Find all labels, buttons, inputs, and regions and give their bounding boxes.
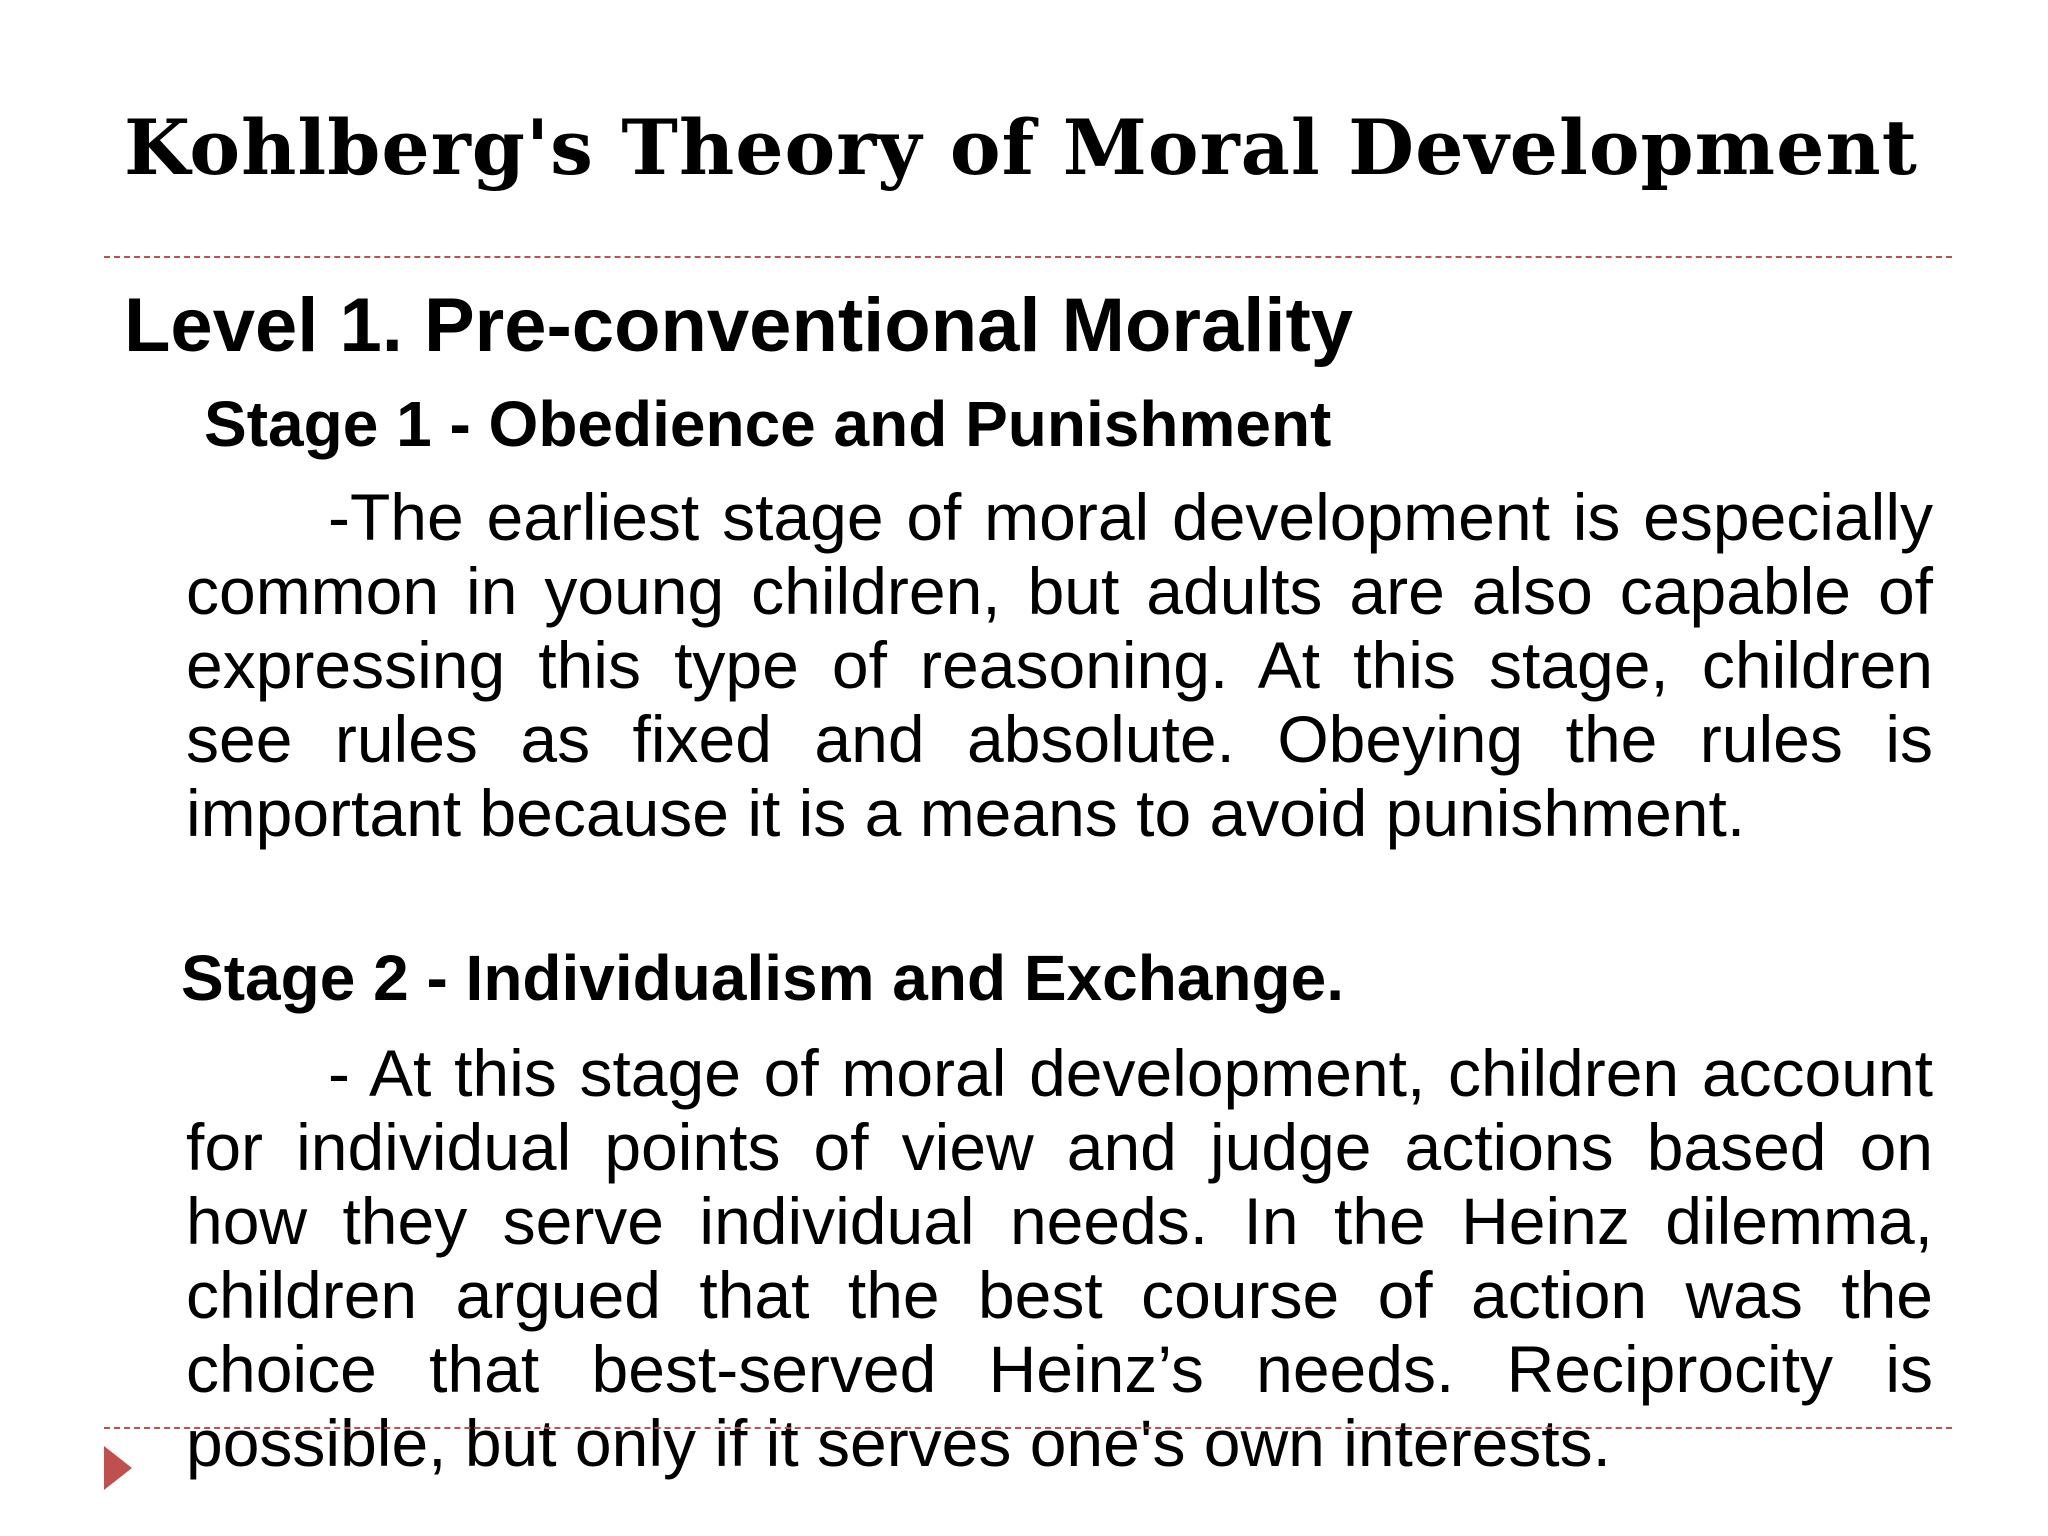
divider-bottom — [104, 1427, 1952, 1429]
triangle-arrow-right-icon — [104, 1446, 132, 1490]
stage-1-heading: Stage 1 - Obedience and Punishment — [204, 388, 1332, 460]
stage-2-description: - At this stage of moral development, children account for individual points of view and judge actions based on how they serve individual needs. In the Heinz dilemma, children argued that the best course of action was the choice that best-served Heinz’s needs. Reciprocity is possible, but only if it serves one's own interests. — [186, 1036, 1933, 1480]
divider-top — [104, 256, 1952, 258]
stage-1-description: -The earliest stage of moral development is especially common in young children, but adults are also capable of expressing this type of reasoning. At this stage, children see rules as fixed and absolute. Obeying the rules is important because it is a means to avoid punishment. — [186, 480, 1933, 850]
slide-title: Kohlberg's Theory of Moral Development — [124, 103, 1918, 192]
level-heading: Level 1. Pre-conventional Morality — [124, 283, 1354, 368]
stage-2-heading: Stage 2 - Individualism and Exchange. — [181, 942, 1344, 1014]
